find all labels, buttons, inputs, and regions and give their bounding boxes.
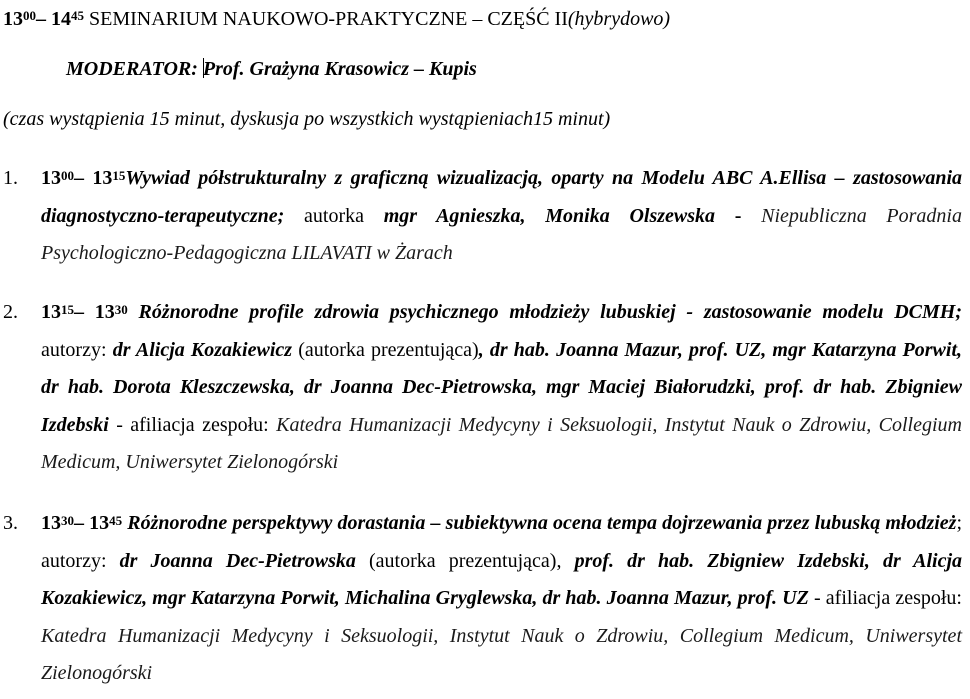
- session-start-hour: 13: [3, 8, 23, 30]
- item-number: 3.: [3, 512, 18, 534]
- item-affiliation-label: - afiliacja zespołu:: [108, 413, 277, 436]
- item-affiliation: Niepubliczna Poradnia Psychologiczno-Pedagogiczna LILAVATI w Żarach: [41, 204, 962, 264]
- moderator-label: MODERATOR:: [66, 58, 203, 80]
- item-separator: -: [715, 204, 762, 227]
- session-title: SEMINARIUM NAUKOWO-PRAKTYCZNE – CZĘŚĆ II: [84, 8, 568, 30]
- item-presenter-note: (autorka prezentująca),: [355, 549, 575, 572]
- item-authors-label: ; autorzy:: [41, 512, 963, 572]
- item-body: [41, 160, 962, 273]
- item-time: $13^{00}-$ $13^{15}$: [41, 167, 126, 189]
- item-authors: mgr Agnieszka, Monika Olszewska: [383, 204, 716, 227]
- item-body: [41, 294, 962, 482]
- item-affiliation: Katedra Humanizacji Medycyny i Seksuologii, Instytut Nauk o Zdrowiu, Collegium Medicum, Uniwersytet Zielonogórski: [41, 624, 962, 684]
- moderator-name: Prof. Grażyna Krasowicz – Kupis: [202, 58, 477, 80]
- item-authors: prof. dr hab. Zbigniew Izdebski, dr Alicja Kozakiewicz, mgr Katarzyna Porwit, Michalina Gryglewska, dr hab. Joanna Mazur, prof. UZ: [41, 549, 963, 609]
- item-time: $13^{15}-$ $13^{30}$: [41, 301, 128, 323]
- item-title: Różnorodne perspektywy dorastania – subiektywna ocena tempa dojrzewania przez lubuską młodzież: [127, 512, 957, 534]
- item-presenting-author: dr Joanna Dec-Pietrowska: [119, 549, 356, 572]
- item-body: [41, 505, 962, 693]
- item-affiliation-label: - afiliacja zespołu:: [808, 587, 962, 609]
- item-time: $13^{30}-$ $13^{45}$: [41, 512, 123, 534]
- session-mode: (hybrydowo): [567, 8, 671, 30]
- item-authors: , dr hab. Joanna Mazur, prof. UZ, mgr Katarzyna Porwit, dr hab. Dorota Kleszczewska, dr Joanna Dec-Pietrowska, mgr Maciej Białorudzki, prof. dr hab. Zbigniew Izdebski: [41, 338, 963, 436]
- item-number: 2.: [3, 301, 18, 323]
- item-authors-label: autorka: [284, 204, 384, 227]
- timing-note: (czas wystąpienia 15 minut, dyskusja po wszystkich wystąpieniach15 minut): [3, 108, 611, 130]
- session-end-hour: 14: [51, 8, 71, 30]
- session-end-minute: 45: [71, 8, 84, 23]
- item-number: 1.: [3, 167, 18, 189]
- session-start-minute: 00: [23, 8, 36, 23]
- item-presenting-author: dr Alicja Kozakiewicz: [112, 338, 293, 361]
- item-presenter-note: (autorka prezentująca): [292, 338, 479, 361]
- item-affiliation: Katedra Humanizacji Medycyny i Seksuologii, Instytut Nauk o Zdrowiu, Collegium Medicum, Uniwersytet Zielonogórski: [41, 413, 962, 473]
- session-heading: [3, 6, 670, 32]
- moderator-line: [66, 56, 477, 82]
- item-title: Różnorodne profile zdrowia psychicznego młodzieży lubuskiej - zastosowanie modelu DCMH;: [138, 301, 963, 323]
- session-time-dash: –: [36, 8, 51, 30]
- item-title: Wywiad półstrukturalny z graficzną wizualizacją, oparty na Modelu ABC A.Ellisa – zastosowania diagnostyczno-terapeutyczne;: [41, 167, 963, 227]
- session-time: [3, 8, 84, 30]
- item-authors-label: autorzy:: [41, 338, 113, 361]
